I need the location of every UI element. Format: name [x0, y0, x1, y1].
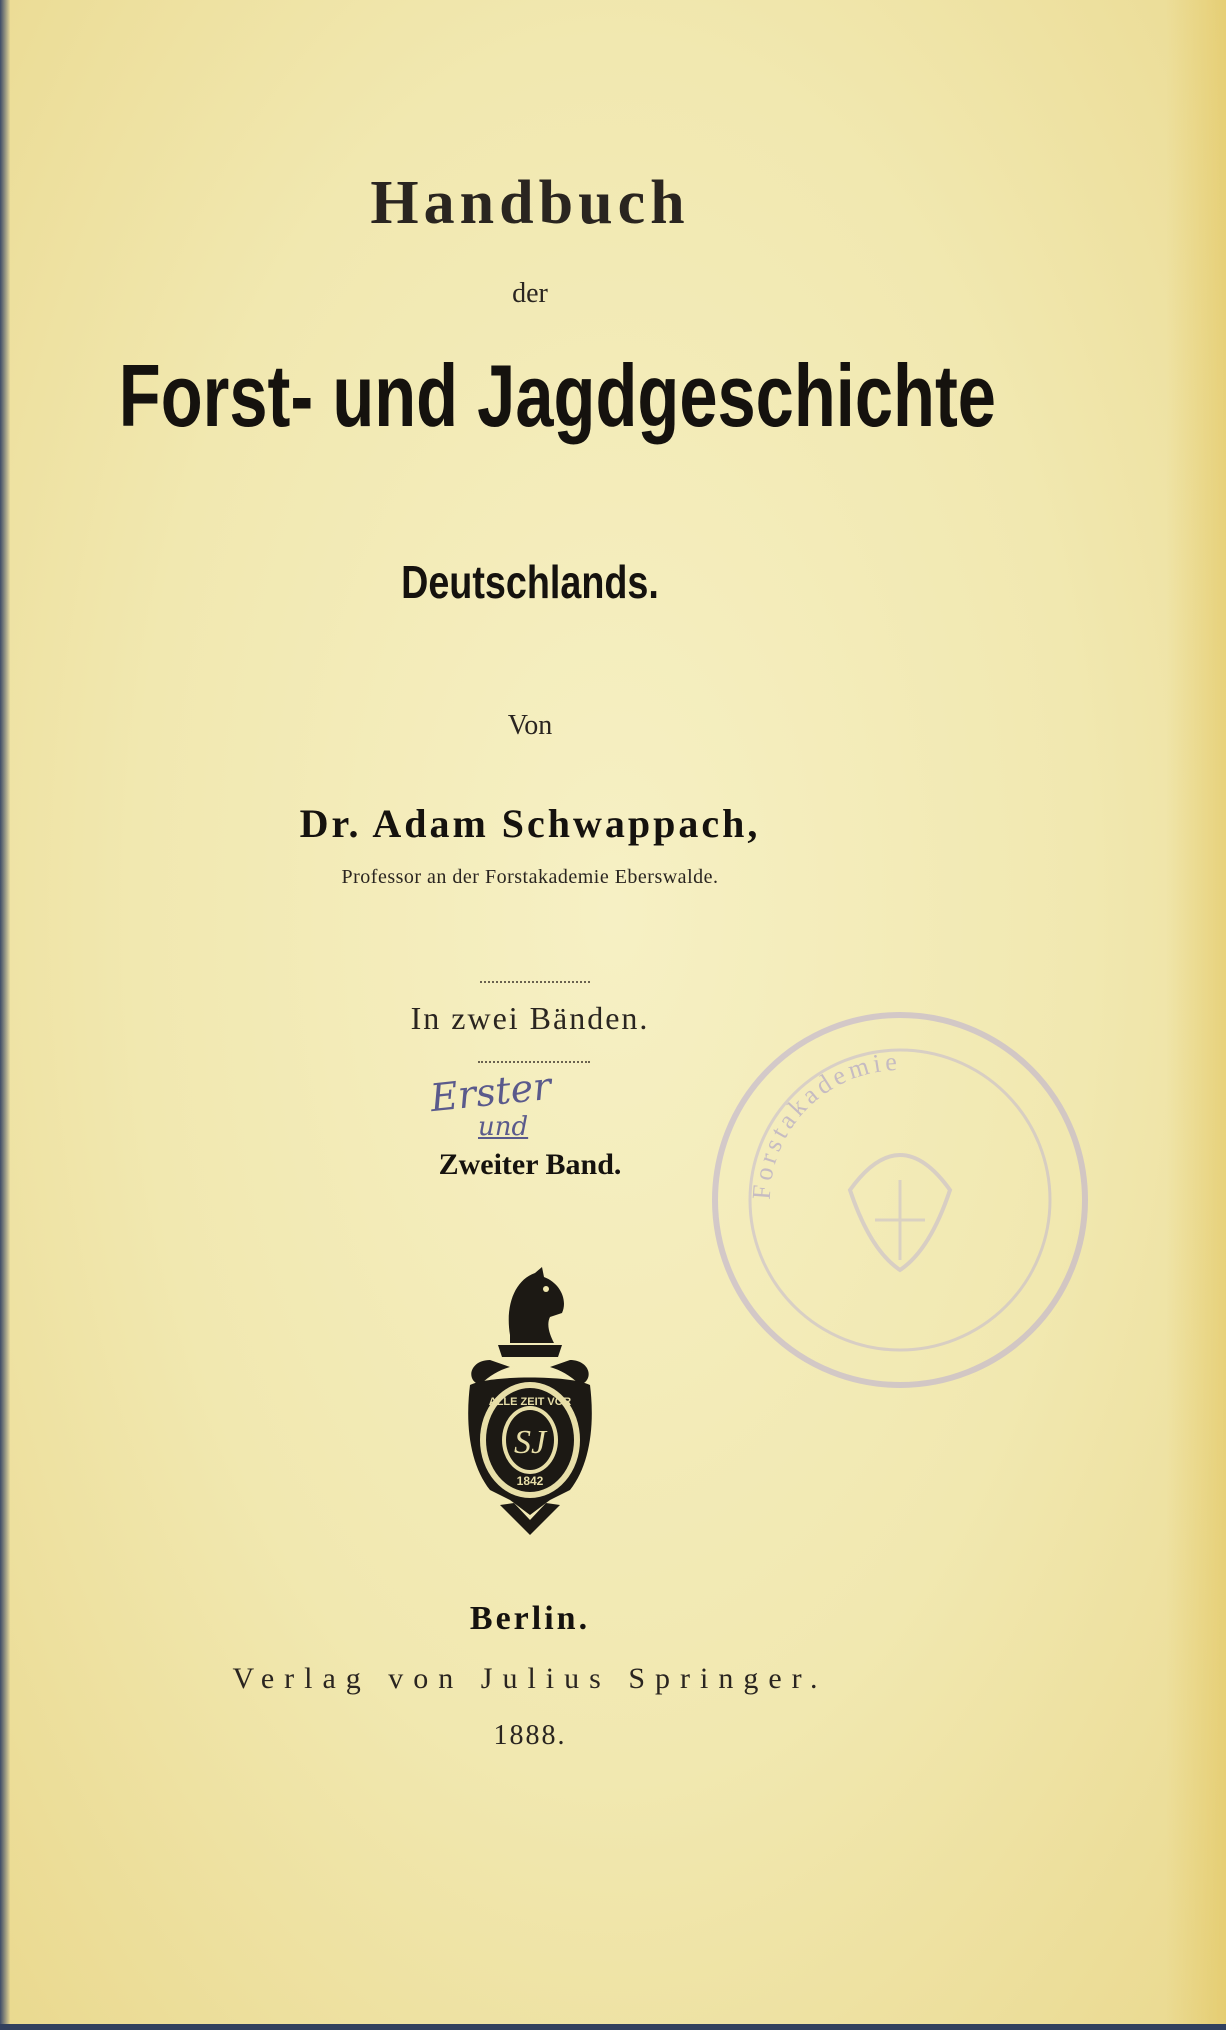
title-der: der — [512, 278, 548, 309]
handwritten-und: und — [478, 1112, 529, 1142]
scan-background-edge — [0, 2024, 1226, 2030]
publisher-emblem-icon — [450, 1265, 610, 1540]
publisher-line: Verlag von Julius Springer. — [232, 1662, 828, 1695]
stamp-text: Forstakademie — [746, 1046, 902, 1201]
emblem-year: 1842 — [516, 1474, 544, 1488]
main-title: Forst- und Jagdgeschichte — [118, 346, 996, 445]
title-deutschlands: Deutschlands. — [401, 556, 659, 608]
volumes-note: In zwei Bänden. — [410, 1000, 650, 1036]
title-handbuch: Handbuch — [370, 169, 690, 237]
by-line: Von — [507, 710, 553, 741]
publication-year: 1888. — [493, 1720, 567, 1751]
publication-place: Berlin. — [469, 1600, 591, 1637]
emblem-monogram: SJ — [513, 1424, 547, 1461]
library-stamp-icon — [700, 1000, 1100, 1400]
emblem-motto: ALLE ZEIT VOR — [488, 1396, 572, 1408]
dotted-rule-bottom — [478, 1061, 590, 1063]
volume-label: Zweiter Band. — [438, 1148, 622, 1181]
handwritten-erster: Erster — [428, 1063, 554, 1121]
author-position: Professor an der Forstakademie Eberswalde. — [341, 866, 719, 888]
author-name: Dr. Adam Schwappach, — [299, 801, 761, 846]
dotted-rule-top — [480, 981, 590, 983]
page-edge-shadow — [1166, 0, 1226, 2024]
